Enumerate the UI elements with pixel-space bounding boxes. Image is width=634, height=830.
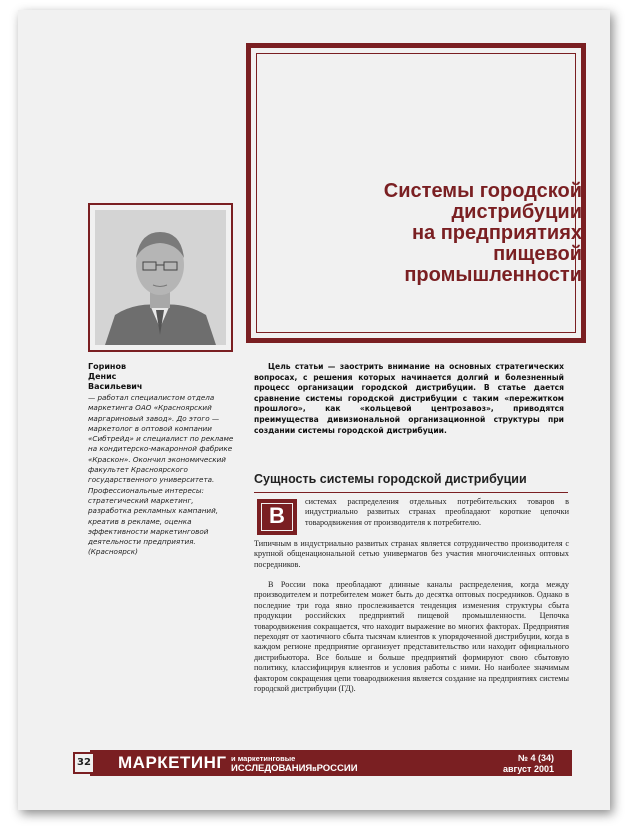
- magazine-logo-line-2: [231, 763, 358, 774]
- title-line: Системы городской: [383, 180, 582, 202]
- title-line: на предприятиях: [411, 222, 582, 244]
- author-photo-frame: [88, 203, 233, 352]
- issue-number: № 4 (34): [517, 753, 554, 763]
- portrait-image: [95, 210, 226, 345]
- logo-word-in: в: [312, 766, 317, 773]
- article-lead: Цель статьи — заострить внимание на основных стратегических вопросах, с решения которых начинается долгий и болезненный процесс организации городской дистрибуции. В статье дается сравнение системы городской дистрибуции с таким «пережитком прошлого», как «кольцевой центрозавоз», приводятся преимущества дивизиональной организационной структуры при создании системы городской дистрибуции.: [254, 362, 564, 435]
- author-name-line: Денис: [88, 372, 117, 381]
- section-divider: [254, 492, 568, 493]
- author-name-line: Горинов: [88, 362, 127, 371]
- article-title: [282, 181, 582, 286]
- logo-word-research: ИССЛЕДОВАНИЯ: [231, 763, 313, 774]
- author-bio: — работал специалистом отдела маркетинга ОАО «Красноярский маргариновый завод». До этого — маркетолог в оптовой компании «Сибтрейд» и специалист по рекламе на кондитерско-макаронной фабрике «Краскон». Окончил экономический факультет Красноярского государственного университета. Профессиональные интересы: стратегический маркетинг, разработка рекламных кампаний, креатив в рекламе, оценка эффективности маркетинговой деятельности предприятия. (Красноярск): [88, 393, 234, 557]
- logo-word-russia: РОССИИ: [316, 763, 358, 774]
- title-line: дистрибуции: [451, 201, 582, 223]
- body-paragraph-2: В России пока преобладают длинные каналы распределения, когда между производителем и потребителем может быть до десятка оптовых посредников. Однако в последние три года явно прослеживается тенденция изменения структуры сбыта продукции российских предприятий пищевой промышленности. Цепочка товародвижения сокращается, что находит выражение во многих факторах. Предприятия переходят от хаотичного сбыта тысячам клиентов к упорядоченной дистрибуции, когда в каждом регионе предприятие организует представительство или находит официального дистрибьютора. Все больше и больше предприятий формируют свою сбытовую политику, классифицируя клиентов и условия работы с ними. Но наиболее значимым фактором сокращения цепи товародвижения является создание на предприятиях системы городской дистрибуции (ГД).: [254, 580, 569, 694]
- author-photo: [95, 210, 226, 345]
- magazine-logo-line-1: и маркетинговые: [231, 754, 296, 763]
- drop-cap: В: [257, 499, 297, 535]
- issue-date: август 2001: [502, 764, 554, 774]
- section-title: Сущность системы городской дистрибуции: [254, 472, 527, 486]
- title-line: пищевой: [493, 243, 582, 265]
- body-paragraph-1-start: системах распределения отдельных потребительских товаров в индустриально развитых странах преобладают короткие цепочки товародвижения от производителя к потребителю.: [305, 497, 569, 527]
- title-line: промышленности: [404, 264, 582, 286]
- page-number: 32: [73, 752, 95, 774]
- magazine-page: [18, 10, 610, 810]
- magazine-logo-main: МАРКЕТИНГ: [118, 753, 227, 772]
- author-name-line: Васильевич: [88, 382, 143, 391]
- body-paragraph-1-end: Типичным в индустриально развитых странах является сотрудничество производителя с крупной общенациональной сетью универмагов без участия многочисленных оптовых посредников.: [254, 539, 569, 569]
- author-name: [88, 362, 238, 392]
